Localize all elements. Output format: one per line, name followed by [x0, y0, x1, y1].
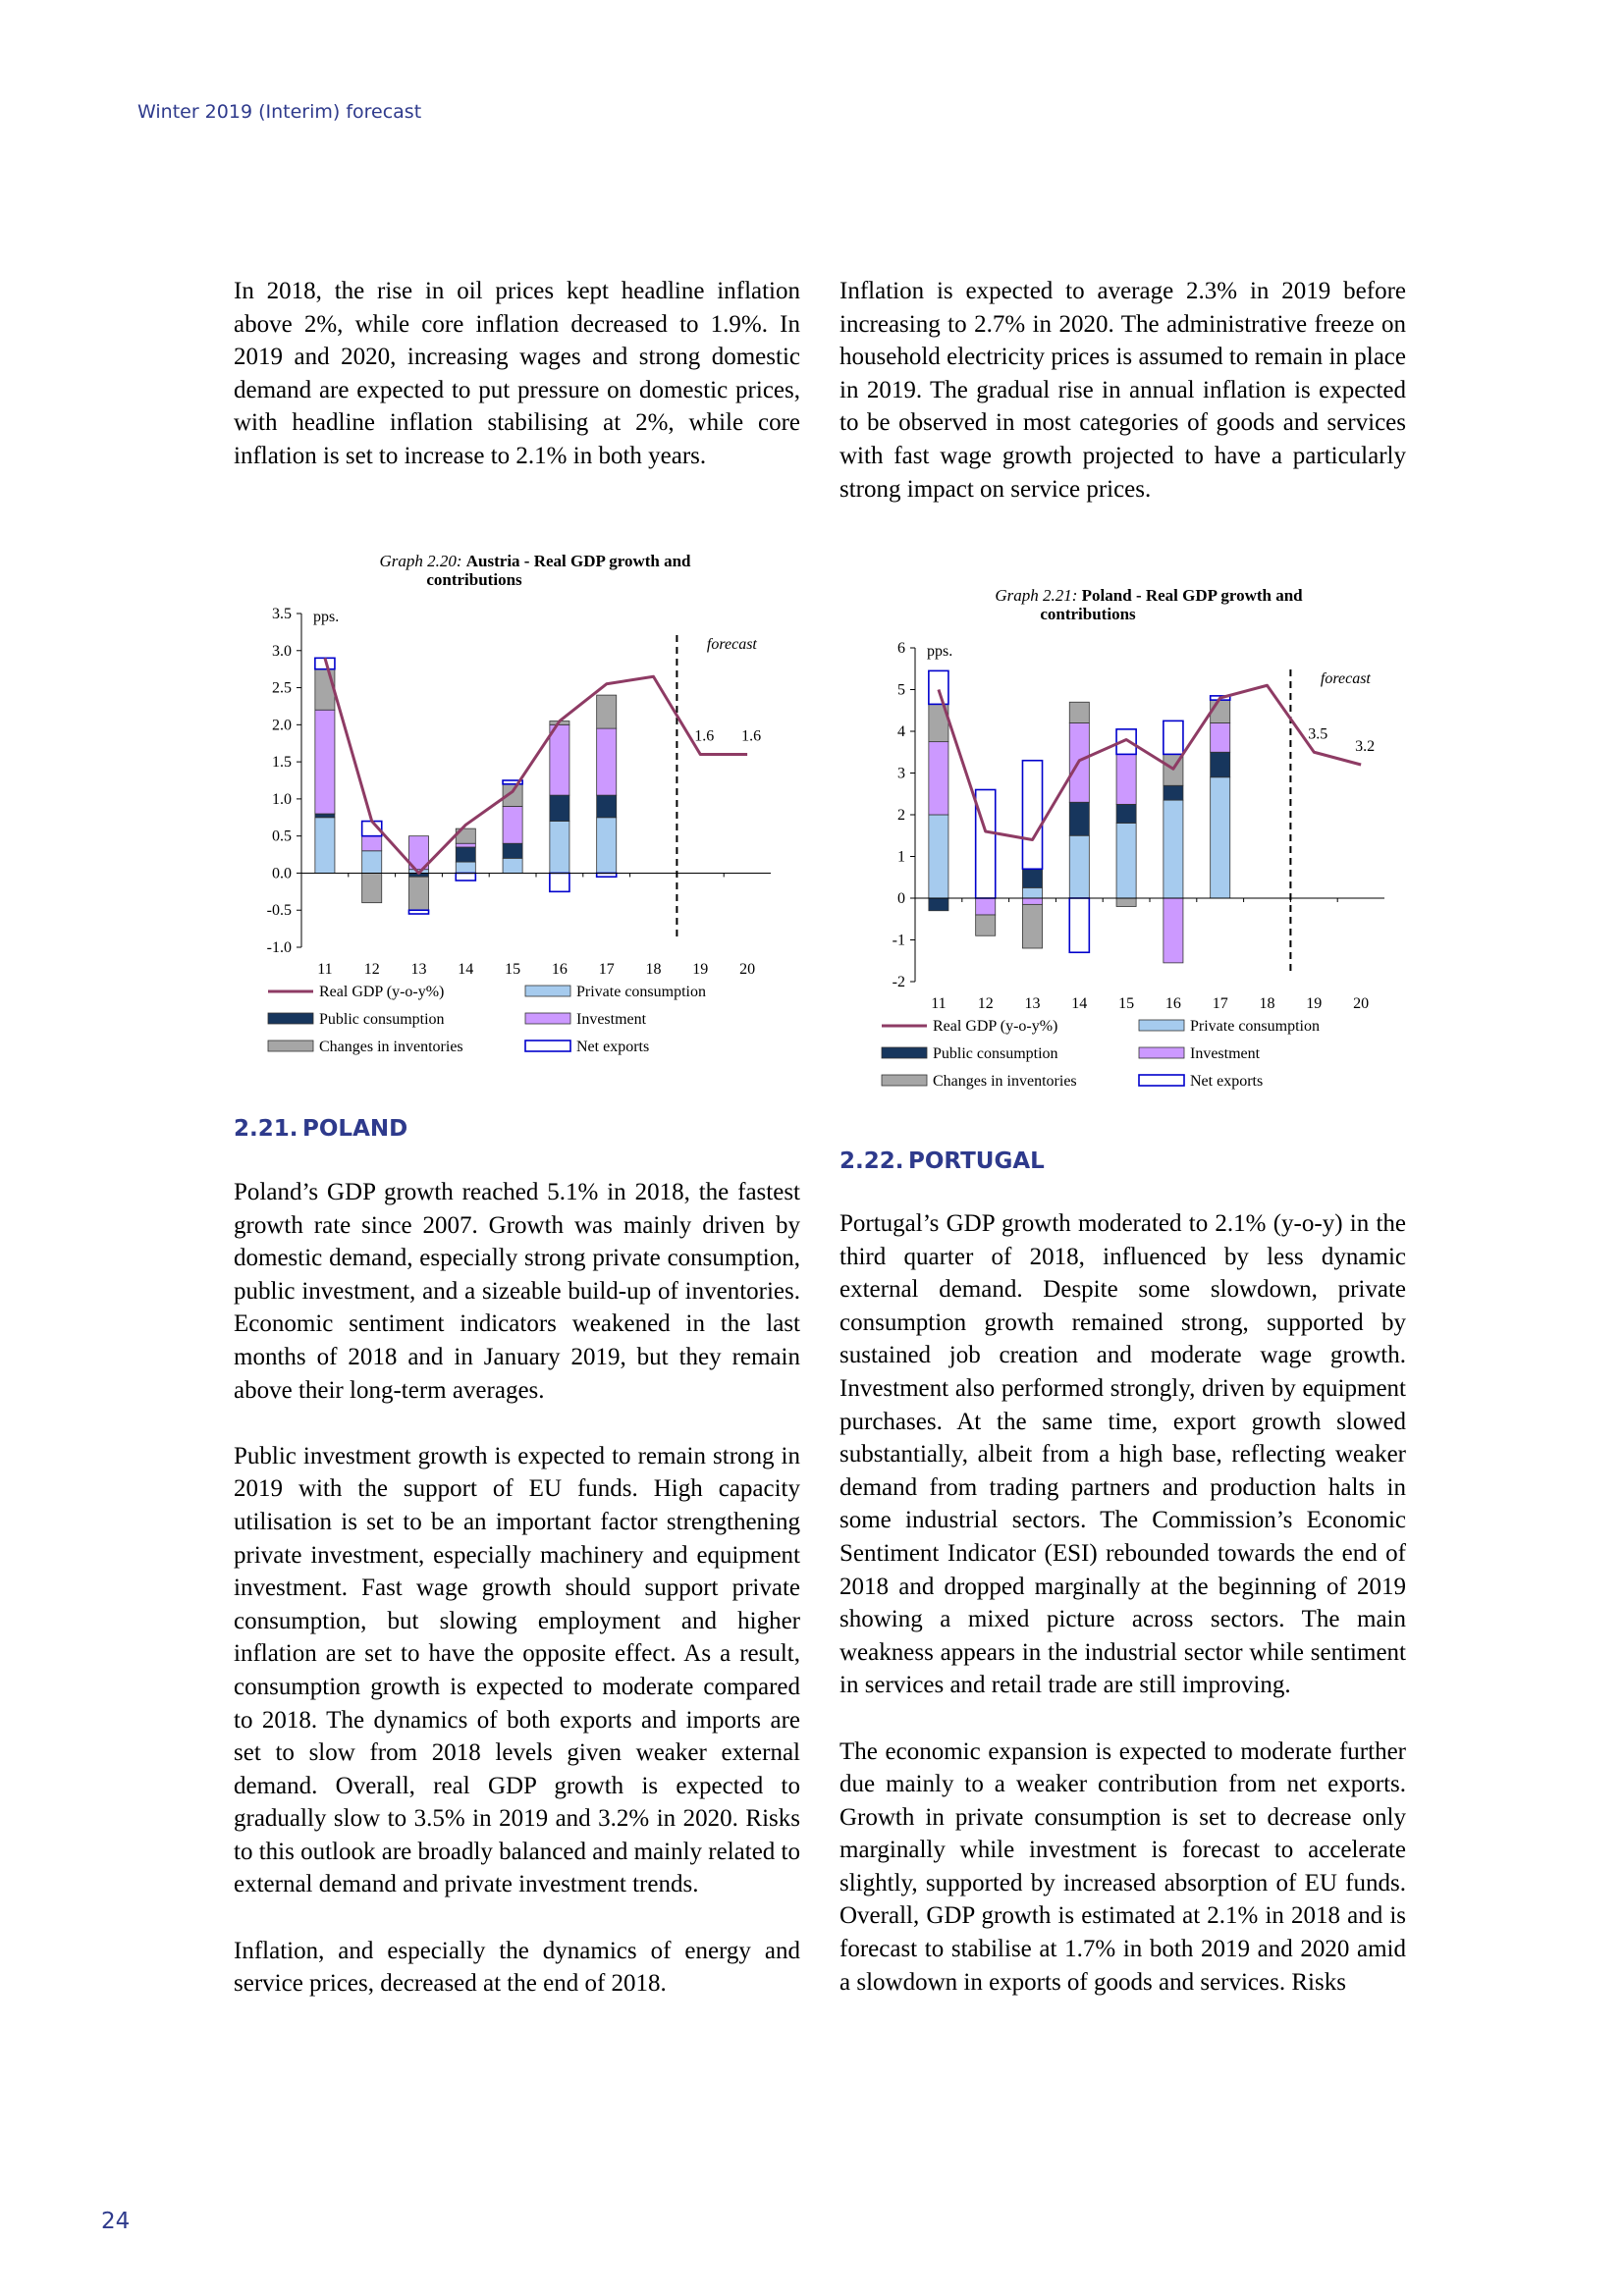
- bar-private-consumption: [1164, 800, 1183, 898]
- bar-public-consumption: [315, 814, 335, 818]
- y-tick-label: 1: [897, 848, 905, 866]
- y-tick-label: -0.5: [266, 902, 292, 920]
- bar-public-consumption: [456, 847, 475, 862]
- bar-investment: [362, 836, 382, 851]
- poland-text-column: [234, 1176, 800, 2001]
- legend-label: Real GDP (y-o-y%): [933, 1018, 1058, 1035]
- bar-private-consumption: [1022, 887, 1042, 898]
- bar-private-consumption: [550, 822, 569, 874]
- bar-changes-in-inventories: [408, 877, 428, 910]
- paragraph-austria-inflation: In 2018, the rise in oil prices kept headline inflation above 2%, while core inflation decreased to 1.9%. In 2019 and 2020, increasing wages and strong domestic demand are expected to put pressure on domestic prices, with headline inflation stabilising at 2%, while core inflation is set to increase to 2.1% in both years.: [234, 278, 800, 469]
- y-tick-label: -2: [892, 974, 905, 990]
- bar-net-exports: [1069, 898, 1089, 952]
- legend-label: Public consumption: [933, 1045, 1058, 1062]
- chart-title: [995, 586, 1303, 605]
- bar-net-exports: [929, 670, 948, 704]
- y-tick-label: 0.5: [272, 828, 292, 845]
- bar-changes-in-inventories: [1022, 904, 1042, 948]
- x-tick-label: 12: [977, 995, 994, 1012]
- chart-austria-gdp-contributions: [241, 545, 790, 1055]
- x-tick-label: 14: [458, 961, 474, 978]
- x-tick-label: 16: [1164, 995, 1181, 1012]
- y-tick-label: 0: [897, 890, 905, 907]
- section-heading-poland: [234, 1116, 407, 1142]
- legend-label: Investment: [1190, 1045, 1261, 1062]
- x-tick-label: 18: [645, 961, 662, 978]
- y-tick-label: 2.5: [272, 679, 292, 697]
- bar-investment: [315, 710, 335, 814]
- y-tick-label: 0.0: [272, 865, 292, 882]
- bar-public-consumption: [1069, 802, 1089, 835]
- y-tick-label: 2: [897, 807, 905, 824]
- x-tick-label: 11: [317, 961, 333, 978]
- bar-private-consumption: [456, 862, 475, 873]
- bar-changes-in-inventories: [1069, 702, 1089, 722]
- x-tick-label: 19: [1306, 995, 1323, 1012]
- bar-changes-in-inventories: [1116, 898, 1136, 907]
- bar-investment: [1164, 898, 1183, 963]
- bar-changes-in-inventories: [362, 873, 382, 902]
- bar-public-consumption: [550, 795, 569, 821]
- bar-private-consumption: [929, 815, 948, 898]
- y-axis-unit-label: pps.: [927, 643, 953, 660]
- x-tick-label: 15: [505, 961, 521, 978]
- chart-title-line2: contributions: [1040, 605, 1136, 623]
- bar-changes-in-inventories: [315, 669, 335, 711]
- bar-public-consumption: [1022, 869, 1042, 887]
- bar-investment: [929, 742, 948, 815]
- running-header: Winter 2019 (Interim) forecast: [137, 101, 422, 123]
- bar-net-exports: [597, 873, 617, 877]
- x-tick-label: 19: [692, 961, 709, 978]
- bar-public-consumption: [503, 843, 522, 858]
- bar-investment: [1116, 754, 1136, 804]
- legend-swatch-net-exports: [1139, 1075, 1184, 1086]
- section-number: 2.21.: [234, 1116, 298, 1142]
- paragraph-poland-3: Inflation, and especially the dynamics of energy and service prices, decreased at the end of 2018.: [234, 1937, 800, 1998]
- gdp-data-label: 3.2: [1355, 738, 1376, 755]
- right-top-column: [839, 275, 1406, 506]
- legend-swatch-investment: [1139, 1047, 1184, 1058]
- legend-label: Private consumption: [576, 984, 706, 1000]
- legend-label: Public consumption: [319, 1011, 445, 1028]
- chart-title-main: Austria - Real GDP growth and: [465, 552, 691, 570]
- y-tick-label: 3: [897, 765, 905, 782]
- bar-public-consumption: [1116, 804, 1136, 823]
- x-tick-label: 14: [1071, 995, 1088, 1012]
- paragraph-portugal-2: The economic expansion is expected to moderate further due mainly to a weaker contribution from net exports. Growth in private consumption is set to decrease only marginally while investment is forecast to accelerate slightly, supported by increased absorption of EU funds. Overall, GDP growth is estimated at 2.1% in 2018 and is forecast to stabilise at 1.7% in both 2019 and 2020 amid a slowdown in exports of goods and services. Risks: [839, 1737, 1406, 1996]
- legend-swatch-public-consumption: [268, 1013, 313, 1024]
- gdp-data-label: 3.5: [1308, 725, 1328, 743]
- bar-private-consumption: [503, 858, 522, 873]
- gdp-line: [939, 685, 1361, 839]
- legend-label: Net exports: [1190, 1073, 1264, 1090]
- bar-private-consumption: [1211, 777, 1230, 898]
- left-top-column: [234, 275, 800, 473]
- bar-investment: [976, 898, 996, 915]
- x-tick-label: 17: [1212, 995, 1228, 1012]
- page-number: 24: [101, 2209, 131, 2234]
- legend-label: Investment: [576, 1011, 647, 1028]
- x-tick-label: 12: [363, 961, 380, 978]
- x-tick-label: 13: [1024, 995, 1041, 1012]
- x-tick-label: 17: [598, 961, 615, 978]
- section-title: PORTUGAL: [908, 1148, 1045, 1174]
- y-tick-label: 5: [897, 681, 905, 699]
- bar-net-exports: [550, 873, 569, 891]
- bar-investment: [550, 724, 569, 795]
- y-tick-label: 3.5: [272, 606, 292, 622]
- gdp-data-label: 1.6: [741, 727, 762, 745]
- y-tick-label: -1: [892, 932, 905, 949]
- legend-label: Private consumption: [1190, 1018, 1320, 1035]
- legend-swatch-changes-in-inventories: [882, 1075, 927, 1086]
- x-tick-label: 16: [551, 961, 568, 978]
- bar-investment: [1211, 723, 1230, 753]
- x-tick-label: 11: [931, 995, 947, 1012]
- bar-private-consumption: [315, 818, 335, 874]
- legend-swatch-public-consumption: [882, 1047, 927, 1058]
- y-tick-label: 4: [897, 723, 905, 740]
- y-tick-label: 1.5: [272, 754, 292, 772]
- bar-net-exports: [456, 873, 475, 881]
- bar-investment: [503, 806, 522, 843]
- chart-title-line2: contributions: [426, 570, 522, 589]
- legend-label: Changes in inventories: [933, 1073, 1077, 1090]
- x-tick-label: 20: [1353, 995, 1370, 1012]
- chart-title-main: Poland - Real GDP growth and: [1081, 586, 1303, 605]
- y-tick-label: 6: [897, 640, 905, 657]
- bar-public-consumption: [929, 898, 948, 911]
- y-tick-label: -1.0: [266, 939, 292, 956]
- bar-changes-in-inventories: [1211, 700, 1230, 722]
- bar-investment: [597, 728, 617, 795]
- chart-poland-gdp-contributions: [854, 579, 1404, 1090]
- y-tick-label: 1.0: [272, 790, 292, 808]
- x-tick-label: 13: [410, 961, 427, 978]
- paragraph-poland-inflation-forecast: Inflation is expected to average 2.3% in 2019 before increasing to 2.7% in 2020. The administrative freeze on household electricity prices is assumed to remain in place in 2019. The gradual rise in annual inflation is expected to be observed in most categories of goods and services with fast wage growth projected to have a particularly strong impact on service prices.: [839, 278, 1406, 503]
- bar-private-consumption: [1069, 835, 1089, 898]
- bar-public-consumption: [597, 795, 617, 818]
- legend-swatch-changes-in-inventories: [268, 1041, 313, 1051]
- x-tick-label: 15: [1118, 995, 1135, 1012]
- paragraph-portugal-1: Portugal’s GDP growth moderated to 2.1% (y-o-y) in the third quarter of 2018, influenced by less dynamic external demand. Despite some slowdown, private consumption growth remained strong, supported by sustained job creation and moderate wage growth. Investment also performed strongly, driven by equipment purchases. At the same time, export growth slowed substantially, albeit from a high base, reflecting weaker demand from trading partners and production halts in some industrial sectors. The Commission’s Economic Sentiment Indicator (ESI) rebounded towards the end of 2018 and dropped marginally at the beginning of 2019 showing a mixed picture across sectors. The main weakness appears in the industrial sector while sentiment in services and retail trade are still improving.: [839, 1210, 1406, 1699]
- gdp-data-label: 1.6: [694, 727, 715, 745]
- portugal-text-column: [839, 1207, 1406, 1999]
- paragraph-poland-2: Public investment growth is expected to remain strong in 2019 with the support of EU funds. High capacity utilisation is set to be an important factor strengthening private investment, especially machinery and equipment investment. Fast wage growth should support private consumption, but slowing employment and higher inflation are set to have the opposite effect. As a result, consumption growth is expected to moderate compared to 2018. The dynamics of both exports and imports are set to slow from 2018 levels given weaker external demand. Overall, real GDP growth is expected to gradually slow to 3.5% in 2019 and 3.2% in 2020. Risks to this outlook are broadly balanced and mainly related to external demand and private investment trends.: [234, 1442, 800, 1898]
- legend-label: Changes in inventories: [319, 1039, 463, 1055]
- paragraph-poland-1: Poland’s GDP growth reached 5.1% in 2018, the fastest growth rate since 2007. Growth was mainly driven by domestic demand, especially strong private consumption, public investment, and a sizeable build-up of inventories. Economic sentiment indicators weakened in the last months of 2018 and in January 2019, but they remain above their long-term averages.: [234, 1179, 800, 1404]
- bar-investment: [1022, 898, 1042, 904]
- chart-title-prefix: Graph 2.21:: [995, 586, 1082, 605]
- legend-label: Real GDP (y-o-y%): [319, 984, 445, 1000]
- chart-title: [379, 552, 691, 570]
- bar-public-consumption: [1211, 752, 1230, 777]
- bar-changes-in-inventories: [597, 695, 617, 728]
- legend-swatch-net-exports: [525, 1041, 570, 1051]
- legend-swatch-private-consumption: [525, 986, 570, 996]
- forecast-label: forecast: [706, 636, 757, 653]
- y-tick-label: 3.0: [272, 642, 292, 660]
- bar-net-exports: [1022, 761, 1042, 870]
- x-tick-label: 20: [739, 961, 756, 978]
- bar-private-consumption: [597, 818, 617, 874]
- x-tick-label: 18: [1259, 995, 1275, 1012]
- bar-public-consumption: [1164, 785, 1183, 800]
- legend-swatch-investment: [525, 1013, 570, 1024]
- forecast-label: forecast: [1320, 670, 1371, 687]
- section-heading-portugal: [839, 1148, 1045, 1174]
- bar-investment: [456, 843, 475, 847]
- gdp-line: [325, 658, 747, 873]
- bar-private-consumption: [362, 851, 382, 874]
- legend-swatch-private-consumption: [1139, 1020, 1184, 1031]
- legend-label: Net exports: [576, 1039, 650, 1055]
- bar-changes-in-inventories: [976, 915, 996, 935]
- bar-net-exports: [408, 910, 428, 914]
- bar-net-exports: [1164, 721, 1183, 754]
- section-title: POLAND: [302, 1116, 408, 1142]
- section-number: 2.22.: [839, 1148, 904, 1174]
- bar-private-consumption: [1116, 824, 1136, 899]
- chart-title-prefix: Graph 2.20:: [379, 552, 466, 570]
- y-tick-label: 2.0: [272, 717, 292, 734]
- y-axis-unit-label: pps.: [313, 609, 340, 625]
